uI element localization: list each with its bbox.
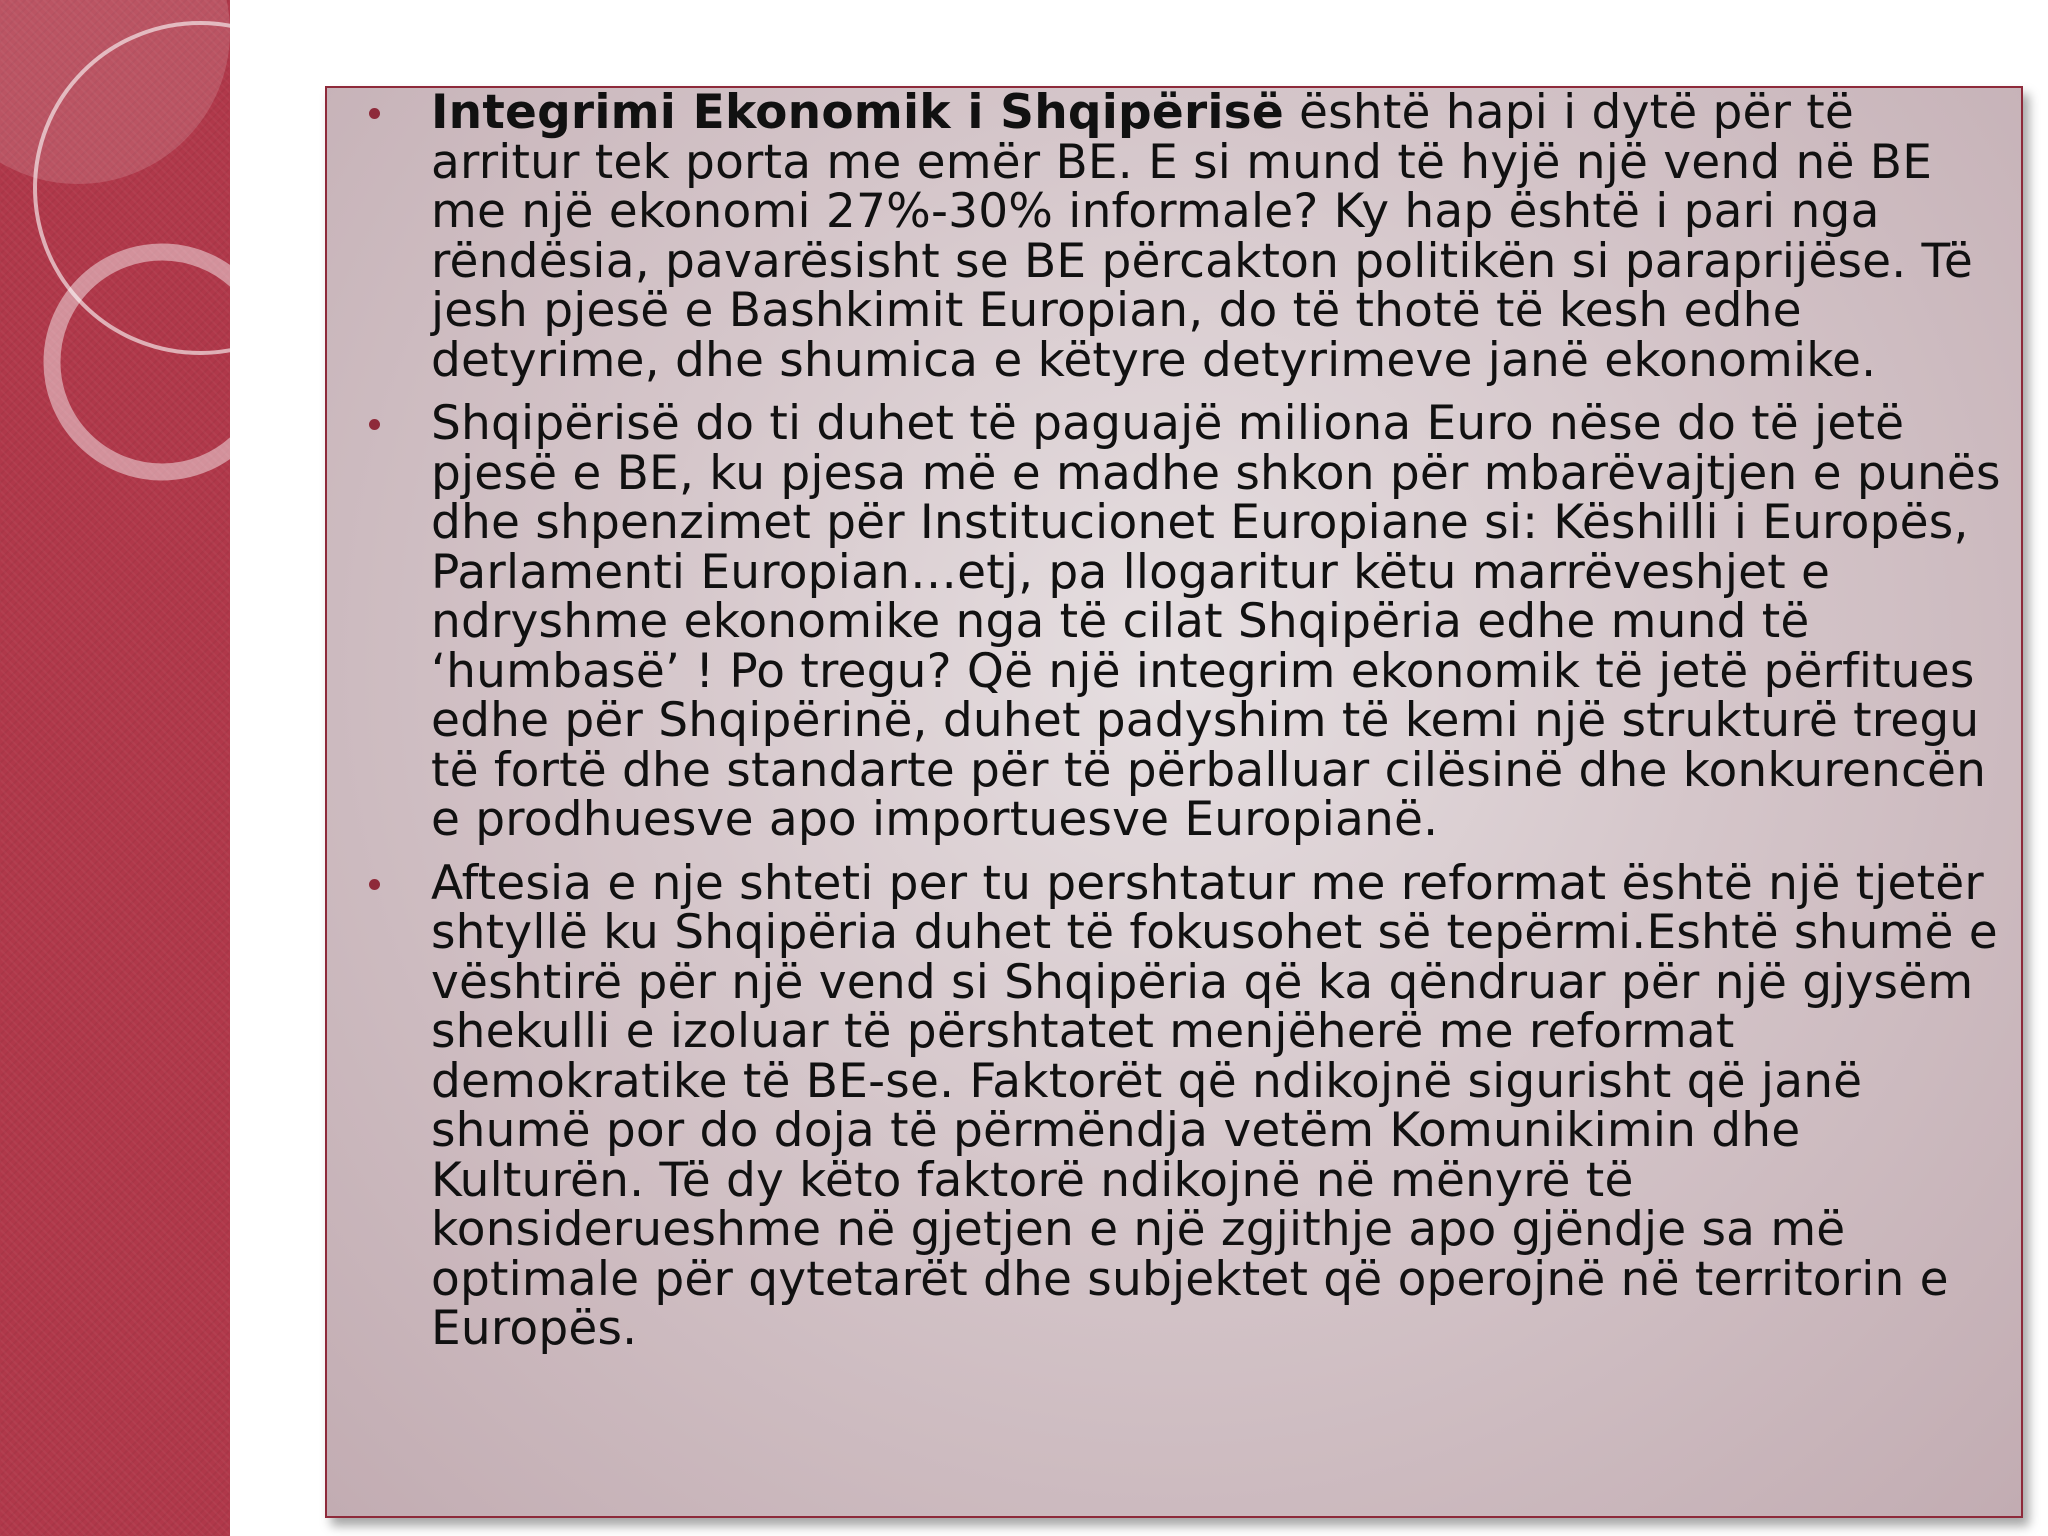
bullet-text: është hapi i dytë për të arritur tek porta me emër BE. E si mund të hyjë një vend në BE me një ekonomi 27%-30% informale? Ky hap është i pari nga rëndësia, pavarësisht se BE përcakton politikën si paraprijëse. Të jesh pjesë e Bashkimit Europian, do të thotë të kesh edhe detyrime, dhe shumica e këtyre detyrimeve janë ekonomike. bbox=[431, 85, 1973, 388]
content-box bbox=[325, 86, 2023, 1518]
bullet-list bbox=[327, 85, 2021, 1356]
bullet-item-2 bbox=[327, 396, 2021, 847]
decorative-ring-thick bbox=[52, 252, 230, 472]
bullet-dot bbox=[369, 879, 380, 890]
bullet-item-1 bbox=[327, 85, 2021, 388]
decorative-circles bbox=[0, 0, 230, 1536]
bullet-dot bbox=[369, 419, 380, 430]
bullet-text: Shqipërisë do ti duhet të paguajë miliona Euro nëse do të jetë pjesë e BE, ku pjesa më e madhe shkon për mbarëvajtjen e punës dhe shpenzimet për Institucionet Europiane si: Këshilli i Europës, Parlamenti Europian…etj, pa llogaritur këtu marrëveshjet e ndryshme ekonomike nga të cilat Shqipëria edhe mund të ‘humbasë’ ! Po tregu? Që një integrim ekonomik të jetë përfitues edhe për Shqipërinë, duhet padyshim të kemi një strukturë tregu të fortë dhe standarte për të përballuar cilësinë dhe konkurencën e prodhuesve apo importuesve Europianë. bbox=[431, 396, 2001, 847]
decorative-circle-filled bbox=[0, 0, 230, 184]
bullet-text: Aftesia e nje shteti per tu pershtatur me reformat është një tjetër shtyllë ku Shqipëria duhet të fokusohet së tepërmi.Eshtë shumë e vështirë për një vend si Shqipëria që ka qëndruar për një gjysëm shekulli e izoluar të përshtatet menjëherë me reformat demokratike të BE-se. Faktorët që ndikojnë sigurisht që janë shumë por do doja të përmëndja vetëm Komunikimin dhe Kulturën. Të dy këto faktorë ndikojnë në mënyrë të konsiderueshme në gjetjen e një zgjithje apo gjëndje sa më optimale për qytetarët dhe subjektet që operojnë në territorin e Europës. bbox=[431, 855, 1998, 1356]
bullet-item-3 bbox=[327, 855, 2021, 1356]
decorative-side-panel bbox=[0, 0, 230, 1536]
bullet-lead-bold: Integrimi Ekonomik i Shqipërisë bbox=[431, 85, 1284, 140]
bullet-dot bbox=[369, 108, 380, 119]
